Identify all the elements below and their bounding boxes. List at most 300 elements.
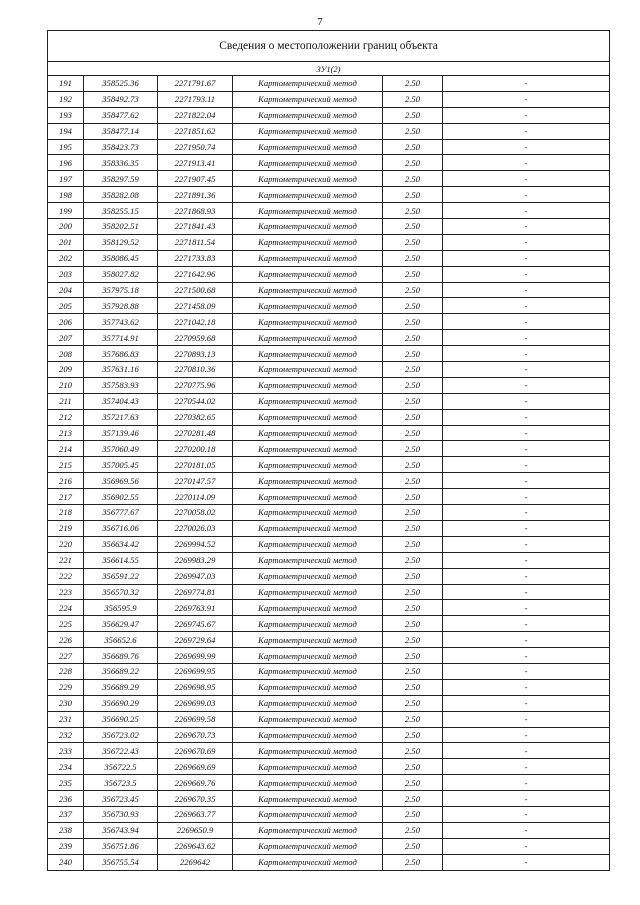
x-coordinate-cell: 356570.32 [84,584,158,600]
table-row [48,330,610,346]
description-cell: - [443,425,610,441]
y-coordinate-cell: 2269669.69 [158,759,233,775]
table-row [48,107,610,123]
point-number-cell: 191 [48,76,84,92]
table-row [48,663,610,679]
table-row [48,743,610,759]
table-row [48,679,610,695]
method-cell: Картометрический метод [233,219,383,235]
point-number-cell: 214 [48,441,84,457]
accuracy-cell: 2.50 [383,679,443,695]
method-cell: Картометрический метод [233,536,383,552]
y-coordinate-cell: 2270026.03 [158,520,233,536]
point-number-cell: 220 [48,536,84,552]
point-number-cell: 226 [48,632,84,648]
point-number-cell: 240 [48,854,84,870]
x-coordinate-cell: 356716.06 [84,520,158,536]
x-coordinate-cell: 356689.76 [84,648,158,664]
description-cell: - [443,552,610,568]
method-cell: Картометрический метод [233,600,383,616]
accuracy-cell: 2.50 [383,139,443,155]
x-coordinate-cell: 356689.29 [84,679,158,695]
y-coordinate-cell: 2270382.65 [158,409,233,425]
table-row [48,298,610,314]
method-cell: Картометрический метод [233,489,383,505]
accuracy-cell: 2.50 [383,600,443,616]
method-cell: Картометрический метод [233,314,383,330]
x-coordinate-cell: 358525.36 [84,76,158,92]
description-cell: - [443,838,610,854]
description-cell: - [443,393,610,409]
point-number-cell: 234 [48,759,84,775]
accuracy-cell: 2.50 [383,362,443,378]
table-row [48,123,610,139]
accuracy-cell: 2.50 [383,219,443,235]
description-cell: - [443,298,610,314]
point-number-cell: 211 [48,393,84,409]
table-row [48,791,610,807]
description-cell: - [443,505,610,521]
accuracy-cell: 2.50 [383,648,443,664]
point-number-cell: 233 [48,743,84,759]
table-row [48,648,610,664]
accuracy-cell: 2.50 [383,743,443,759]
y-coordinate-cell: 2271458.09 [158,298,233,314]
description-cell: - [443,632,610,648]
point-number-cell: 224 [48,600,84,616]
table-row [48,346,610,362]
table-row [48,314,610,330]
x-coordinate-cell: 358297.59 [84,171,158,187]
description-cell: - [443,711,610,727]
point-number-cell: 213 [48,425,84,441]
table-row [48,505,610,521]
accuracy-cell: 2.50 [383,155,443,171]
accuracy-cell: 2.50 [383,346,443,362]
accuracy-cell: 2.50 [383,584,443,600]
description-cell: - [443,330,610,346]
description-cell: - [443,759,610,775]
accuracy-cell: 2.50 [383,330,443,346]
accuracy-cell: 2.50 [383,632,443,648]
description-cell: - [443,806,610,822]
table-row [48,552,610,568]
y-coordinate-cell: 2269774.81 [158,584,233,600]
y-coordinate-cell: 2271950.74 [158,139,233,155]
description-cell: - [443,775,610,791]
method-cell: Картометрический метод [233,393,383,409]
y-coordinate-cell: 2270775.96 [158,377,233,393]
point-number-cell: 197 [48,171,84,187]
table-body [48,76,610,871]
x-coordinate-cell: 358423.73 [84,139,158,155]
y-coordinate-cell: 2271791.67 [158,76,233,92]
accuracy-cell: 2.50 [383,552,443,568]
x-coordinate-cell: 356652.6 [84,632,158,648]
accuracy-cell: 2.50 [383,711,443,727]
accuracy-cell: 2.50 [383,282,443,298]
method-cell: Картометрический метод [233,584,383,600]
method-cell: Картометрический метод [233,298,383,314]
y-coordinate-cell: 2269983.29 [158,552,233,568]
point-number-cell: 225 [48,616,84,632]
y-coordinate-cell: 2269699.95 [158,663,233,679]
description-cell: - [443,727,610,743]
description-cell: - [443,362,610,378]
accuracy-cell: 2.50 [383,806,443,822]
accuracy-cell: 2.50 [383,298,443,314]
table-row [48,362,610,378]
description-cell: - [443,219,610,235]
y-coordinate-cell: 2271822.04 [158,107,233,123]
y-coordinate-cell: 2270281.48 [158,425,233,441]
accuracy-cell: 2.50 [383,187,443,203]
method-cell: Картометрический метод [233,362,383,378]
x-coordinate-cell: 356751.86 [84,838,158,854]
description-cell: - [443,155,610,171]
method-cell: Картометрический метод [233,711,383,727]
section-label: ЗУ1(2) [48,62,610,76]
point-number-cell: 227 [48,648,84,664]
description-cell: - [443,441,610,457]
method-cell: Картометрический метод [233,838,383,854]
description-cell: - [443,203,610,219]
table-row [48,536,610,552]
section-row [48,62,610,76]
page-number: 7 [317,16,323,28]
description-cell: - [443,314,610,330]
y-coordinate-cell: 2271500.68 [158,282,233,298]
x-coordinate-cell: 358336.35 [84,155,158,171]
description-cell: - [443,520,610,536]
accuracy-cell: 2.50 [383,76,443,92]
method-cell: Картометрический метод [233,409,383,425]
x-coordinate-cell: 357217.63 [84,409,158,425]
description-cell: - [443,266,610,282]
y-coordinate-cell: 2269670.69 [158,743,233,759]
x-coordinate-cell: 358477.62 [84,107,158,123]
table-row [48,250,610,266]
x-coordinate-cell: 357005.45 [84,457,158,473]
point-number-cell: 229 [48,679,84,695]
method-cell: Картометрический метод [233,759,383,775]
description-cell: - [443,568,610,584]
method-cell: Картометрический метод [233,266,383,282]
x-coordinate-cell: 356634.42 [84,536,158,552]
method-cell: Картометрический метод [233,91,383,107]
x-coordinate-cell: 357714.91 [84,330,158,346]
y-coordinate-cell: 2269663.77 [158,806,233,822]
method-cell: Картометрический метод [233,473,383,489]
x-coordinate-cell: 356723.45 [84,791,158,807]
x-coordinate-cell: 358086.45 [84,250,158,266]
point-number-cell: 219 [48,520,84,536]
point-number-cell: 200 [48,219,84,235]
table-row [48,838,610,854]
method-cell: Картометрический метод [233,330,383,346]
method-cell: Картометрический метод [233,203,383,219]
accuracy-cell: 2.50 [383,520,443,536]
table-row [48,171,610,187]
point-number-cell: 212 [48,409,84,425]
point-number-cell: 209 [48,362,84,378]
x-coordinate-cell: 356743.94 [84,822,158,838]
x-coordinate-cell: 356730.93 [84,806,158,822]
x-coordinate-cell: 356690.29 [84,695,158,711]
point-number-cell: 217 [48,489,84,505]
x-coordinate-cell: 356902.55 [84,489,158,505]
x-coordinate-cell: 357583.93 [84,377,158,393]
table-row [48,775,610,791]
point-number-cell: 223 [48,584,84,600]
table-row [48,854,610,870]
x-coordinate-cell: 357975.18 [84,282,158,298]
point-number-cell: 208 [48,346,84,362]
y-coordinate-cell: 2269670.35 [158,791,233,807]
accuracy-cell: 2.50 [383,727,443,743]
table-row [48,489,610,505]
accuracy-cell: 2.50 [383,377,443,393]
y-coordinate-cell: 2270058.02 [158,505,233,521]
table-row [48,616,610,632]
y-coordinate-cell: 2271868.93 [158,203,233,219]
x-coordinate-cell: 356690.25 [84,711,158,727]
y-coordinate-cell: 2269699.99 [158,648,233,664]
method-cell: Картометрический метод [233,441,383,457]
description-cell: - [443,616,610,632]
point-number-cell: 206 [48,314,84,330]
y-coordinate-cell: 2270893.13 [158,346,233,362]
accuracy-cell: 2.50 [383,791,443,807]
point-number-cell: 202 [48,250,84,266]
x-coordinate-cell: 358129.52 [84,234,158,250]
point-number-cell: 198 [48,187,84,203]
x-coordinate-cell: 358282.08 [84,187,158,203]
accuracy-cell: 2.50 [383,314,443,330]
description-cell: - [443,600,610,616]
method-cell: Картометрический метод [233,743,383,759]
accuracy-cell: 2.50 [383,489,443,505]
description-cell: - [443,171,610,187]
table-row [48,457,610,473]
accuracy-cell: 2.50 [383,457,443,473]
point-number-cell: 218 [48,505,84,521]
method-cell: Картометрический метод [233,250,383,266]
method-cell: Картометрический метод [233,648,383,664]
y-coordinate-cell: 2271042.18 [158,314,233,330]
x-coordinate-cell: 356722.43 [84,743,158,759]
table-row [48,139,610,155]
y-coordinate-cell: 2270810.36 [158,362,233,378]
accuracy-cell: 2.50 [383,536,443,552]
table-row [48,806,610,822]
y-coordinate-cell: 2269670.73 [158,727,233,743]
point-number-cell: 196 [48,155,84,171]
description-cell: - [443,76,610,92]
x-coordinate-cell: 358492.73 [84,91,158,107]
table-row [48,441,610,457]
accuracy-cell: 2.50 [383,663,443,679]
point-number-cell: 215 [48,457,84,473]
table-row [48,822,610,838]
description-cell: - [443,107,610,123]
description-cell: - [443,584,610,600]
point-number-cell: 230 [48,695,84,711]
point-number-cell: 236 [48,791,84,807]
table-row [48,377,610,393]
description-cell: - [443,123,610,139]
method-cell: Картометрический метод [233,107,383,123]
method-cell: Картометрический метод [233,171,383,187]
table-row [48,711,610,727]
table-row [48,520,610,536]
x-coordinate-cell: 356629.47 [84,616,158,632]
x-coordinate-cell: 356595.9 [84,600,158,616]
accuracy-cell: 2.50 [383,441,443,457]
accuracy-cell: 2.50 [383,203,443,219]
method-cell: Картометрический метод [233,76,383,92]
y-coordinate-cell: 2271907.45 [158,171,233,187]
method-cell: Картометрический метод [233,663,383,679]
accuracy-cell: 2.50 [383,616,443,632]
table-row [48,568,610,584]
y-coordinate-cell: 2271913.41 [158,155,233,171]
accuracy-cell: 2.50 [383,393,443,409]
x-coordinate-cell: 356614.55 [84,552,158,568]
point-number-cell: 199 [48,203,84,219]
accuracy-cell: 2.50 [383,473,443,489]
accuracy-cell: 2.50 [383,838,443,854]
point-number-cell: 221 [48,552,84,568]
point-number-cell: 210 [48,377,84,393]
x-coordinate-cell: 356591.22 [84,568,158,584]
table-row [48,393,610,409]
accuracy-cell: 2.50 [383,759,443,775]
accuracy-cell: 2.50 [383,171,443,187]
y-coordinate-cell: 2269994.52 [158,536,233,552]
y-coordinate-cell: 2269699.03 [158,695,233,711]
y-coordinate-cell: 2269642 [158,854,233,870]
method-cell: Картометрический метод [233,552,383,568]
accuracy-cell: 2.50 [383,234,443,250]
y-coordinate-cell: 2271811.54 [158,234,233,250]
y-coordinate-cell: 2269947.03 [158,568,233,584]
table-row [48,759,610,775]
y-coordinate-cell: 2271793.11 [158,91,233,107]
method-cell: Картометрический метод [233,123,383,139]
description-cell: - [443,282,610,298]
method-cell: Картометрический метод [233,505,383,521]
method-cell: Картометрический метод [233,854,383,870]
method-cell: Картометрический метод [233,234,383,250]
x-coordinate-cell: 358255.15 [84,203,158,219]
y-coordinate-cell: 2271642.96 [158,266,233,282]
method-cell: Картометрический метод [233,791,383,807]
y-coordinate-cell: 2269650.9 [158,822,233,838]
x-coordinate-cell: 356689.22 [84,663,158,679]
description-cell: - [443,648,610,664]
x-coordinate-cell: 356722.5 [84,759,158,775]
accuracy-cell: 2.50 [383,123,443,139]
point-number-cell: 239 [48,838,84,854]
x-coordinate-cell: 358202.51 [84,219,158,235]
description-cell: - [443,473,610,489]
point-number-cell: 193 [48,107,84,123]
table-row [48,632,610,648]
point-number-cell: 216 [48,473,84,489]
table-title: Сведения о местоположении границ объекта [48,31,610,62]
accuracy-cell: 2.50 [383,266,443,282]
point-number-cell: 195 [48,139,84,155]
point-number-cell: 204 [48,282,84,298]
accuracy-cell: 2.50 [383,854,443,870]
point-number-cell: 205 [48,298,84,314]
table-row [48,91,610,107]
table-row [48,600,610,616]
table-row [48,425,610,441]
point-number-cell: 207 [48,330,84,346]
method-cell: Картометрический метод [233,616,383,632]
table-row [48,187,610,203]
y-coordinate-cell: 2269745.67 [158,616,233,632]
x-coordinate-cell: 356969.56 [84,473,158,489]
table-row [48,266,610,282]
y-coordinate-cell: 2271851.62 [158,123,233,139]
accuracy-cell: 2.50 [383,91,443,107]
table-row [48,219,610,235]
description-cell: - [443,409,610,425]
description-cell: - [443,663,610,679]
method-cell: Картометрический метод [233,775,383,791]
accuracy-cell: 2.50 [383,107,443,123]
description-cell: - [443,346,610,362]
method-cell: Картометрический метод [233,139,383,155]
x-coordinate-cell: 356723.5 [84,775,158,791]
description-cell: - [443,791,610,807]
table-row [48,234,610,250]
description-cell: - [443,377,610,393]
point-number-cell: 222 [48,568,84,584]
method-cell: Картометрический метод [233,155,383,171]
accuracy-cell: 2.50 [383,425,443,441]
point-number-cell: 228 [48,663,84,679]
description-cell: - [443,822,610,838]
method-cell: Картометрический метод [233,822,383,838]
description-cell: - [443,187,610,203]
point-number-cell: 203 [48,266,84,282]
table-row [48,727,610,743]
method-cell: Картометрический метод [233,457,383,473]
accuracy-cell: 2.50 [383,695,443,711]
y-coordinate-cell: 2269669.76 [158,775,233,791]
y-coordinate-cell: 2271891.36 [158,187,233,203]
method-cell: Картометрический метод [233,346,383,362]
x-coordinate-cell: 357686.83 [84,346,158,362]
description-cell: - [443,679,610,695]
title-row [48,31,610,62]
y-coordinate-cell: 2271841.43 [158,219,233,235]
method-cell: Картометрический метод [233,632,383,648]
description-cell: - [443,234,610,250]
table-row [48,473,610,489]
description-cell: - [443,139,610,155]
method-cell: Картометрический метод [233,520,383,536]
y-coordinate-cell: 2269729.64 [158,632,233,648]
method-cell: Картометрический метод [233,568,383,584]
point-number-cell: 194 [48,123,84,139]
table-row [48,409,610,425]
x-coordinate-cell: 357139.46 [84,425,158,441]
